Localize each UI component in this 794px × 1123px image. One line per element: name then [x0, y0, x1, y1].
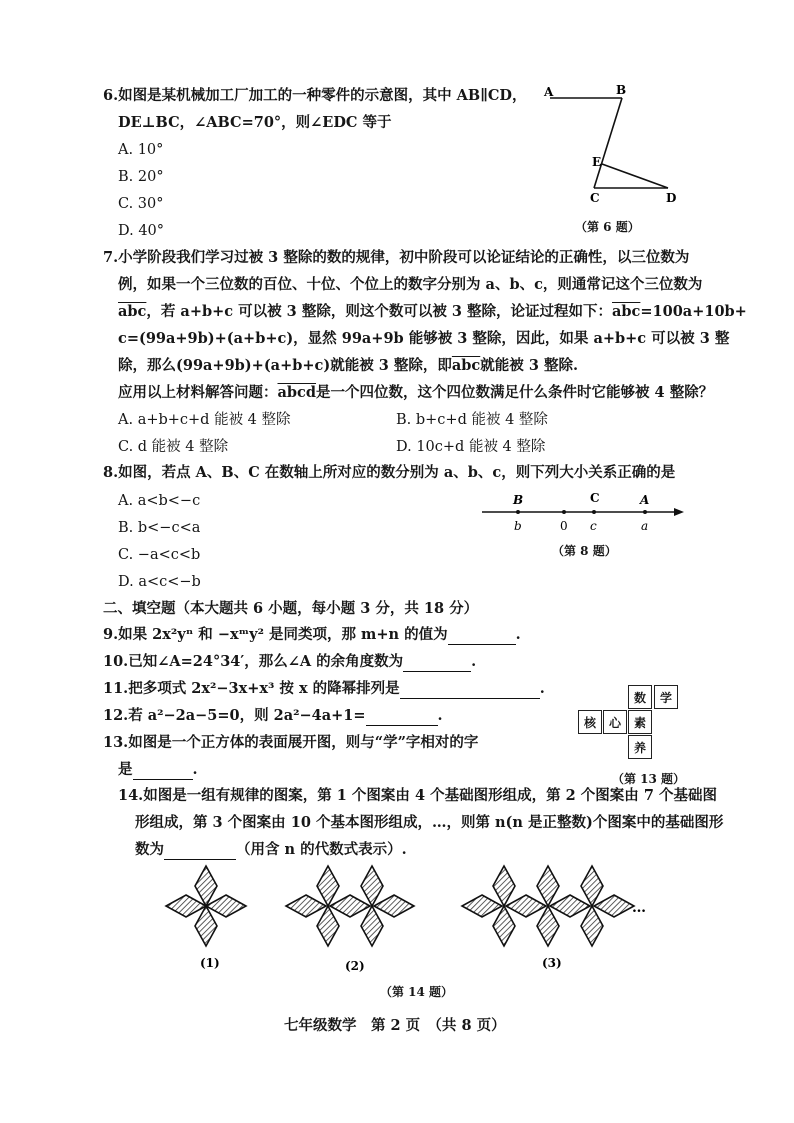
q6-line-bc: [594, 98, 622, 188]
q7-option-a: A. a+b+c+d 能被 4 整除: [118, 412, 291, 428]
q6-line-de: [602, 164, 668, 188]
q10-end: .: [471, 653, 477, 670]
q7-line3-text: ，若 a+b+c 可以被 3 整除，则这个数可以被 3 整除，论证过程如下：: [146, 303, 613, 320]
q14-p3-diamond: [550, 895, 590, 917]
q6-option-c: C. 30°: [118, 196, 164, 212]
q14-p1-diamond: [195, 906, 217, 946]
q6-label-b: B: [616, 84, 627, 97]
q14-p3-diamond: [493, 906, 515, 946]
q7-line5: [118, 356, 578, 376]
q14-p1-diamond: [195, 866, 217, 906]
q8-point-a: [643, 510, 647, 514]
q12-end: .: [437, 707, 443, 724]
q14-p2-diamond: [361, 906, 383, 946]
q8-label-B: B: [513, 493, 524, 507]
q7-line6: [118, 383, 713, 403]
q7-line2: 例，如果一个三位数的百位、十位、个位上的数字分别为 a、b、c，则通常记这个三位数为: [118, 276, 703, 293]
q6-option-d: D. 40°: [118, 223, 165, 239]
q8-point-zero: [562, 510, 566, 514]
q10: [103, 652, 476, 672]
q9-answer-blank[interactable]: [448, 629, 516, 645]
q14-pattern-figure: [150, 862, 670, 982]
q9: [103, 625, 521, 645]
q8-option-a: A. a<b<−c: [118, 493, 201, 509]
q7-abc-notation: $\overline{abc}$: [118, 303, 147, 320]
q14-pattern-3: [462, 866, 634, 946]
q13-cell-yang: 养: [628, 735, 652, 759]
page-footer: 七年级数学 第 2 页 （共 8 页）: [284, 1017, 506, 1034]
q11-end: .: [539, 680, 545, 697]
q14-pattern-2: [286, 866, 414, 946]
q7-line3-expr: =100a+10b+: [640, 303, 747, 320]
q8-option-c: C. −a<c<b: [118, 547, 201, 563]
q14-pattern-1: [166, 866, 246, 946]
q8-stem: 8.如图，若点 A、B、C 在数轴上所对应的数分别为 a、b、c，则下列大小关系正确的是: [103, 464, 676, 481]
q8-label-0: 0: [560, 519, 568, 533]
q13-caption: （第 13 题）: [612, 772, 686, 786]
q14-label-3: (3): [542, 956, 562, 970]
q8-label-c: c: [590, 519, 597, 533]
q14-line2: 形组成，第 3 个图案由 10 个基本图形组成，…，则第 n(n 是正整数)个图案中的基础图形: [135, 814, 724, 831]
q14-p2-diamond: [286, 895, 326, 917]
q8-point-b: [516, 510, 520, 514]
q8-axis-arrow: [674, 508, 684, 516]
q6-label-c: C: [590, 191, 600, 205]
q14-ellipsis: …: [632, 900, 646, 916]
q6-option-b: B. 20°: [118, 169, 164, 185]
q7-line1: 7.小学阶段我们学习过被 3 整除的数的规律，初中阶段可以论证结论的正确性，以三位数为: [103, 249, 690, 266]
q7-line6-text: 应用以上材料解答问题：: [118, 384, 278, 401]
q8-option-b: B. b<−c<a: [118, 520, 201, 536]
q6-label-d: D: [666, 191, 677, 205]
q14-answer-blank[interactable]: [164, 844, 236, 860]
q14-line3: [135, 840, 407, 860]
q8-label-a: a: [641, 519, 649, 533]
q13-line1: 13.如图是一个正方体的表面展开图，则与“学”字相对的字: [103, 734, 479, 751]
q6-option-a: A. 10°: [118, 142, 164, 158]
q14-p3-diamond: [581, 866, 603, 906]
q11-text: 11.把多项式 2x²−3x+x³ 按 x 的降幂排列是: [103, 680, 400, 697]
q14-label-2: (2): [345, 959, 365, 973]
q7-abc-notation-3: $\overline{abc}$: [451, 357, 481, 374]
q7-option-c: C. d 能被 4 整除: [118, 439, 229, 455]
q13-text: 是: [118, 761, 133, 778]
q13-cell-su: 素: [628, 710, 652, 734]
q6-caption: （第 6 题）: [575, 220, 640, 234]
q12: [103, 706, 443, 726]
q14-text-end: （用含 n 的代数式表示）.: [236, 841, 407, 858]
q7-line4: c=(99a+9b)+(a+b+c)，显然 99a+9b 能够被 3 整除，因此，如果 a+b+c 可以被 3 整: [118, 330, 730, 347]
q6-figure: [540, 84, 700, 234]
section-2-heading: 二、填空题（本大题共 6 小题，每小题 3 分，共 18 分）: [103, 600, 479, 617]
q14-p2-diamond: [317, 866, 339, 906]
q6-label-e: E: [592, 155, 602, 169]
q13-cell-xue: 学: [654, 685, 678, 709]
q9-end: .: [515, 626, 521, 643]
q13-answer-blank[interactable]: [133, 764, 193, 780]
q8-number-line: [478, 488, 688, 538]
q7-option-d: D. 10c+d 能被 4 整除: [396, 439, 546, 455]
q14-label-1: (1): [200, 956, 220, 970]
q14-p3-diamond: [493, 866, 515, 906]
q7-line5-end: 就能被 3 整除.: [480, 357, 578, 374]
q12-text: 12.若 a²−2a−5=0，则 2a²−4a+1=: [103, 707, 366, 724]
q11: [103, 679, 545, 699]
q13-end: .: [192, 761, 198, 778]
q6-label-a: A: [544, 85, 554, 99]
q14-p1-diamond: [206, 895, 246, 917]
q13-cell-he: 核: [578, 710, 602, 734]
q13-cell-shu: 数: [628, 685, 652, 709]
q14-p2-diamond: [361, 866, 383, 906]
q6-stem-line2: DE⊥BC，∠ABC=70°，则∠EDC 等于: [118, 114, 392, 131]
q14-p3-diamond: [537, 866, 559, 906]
q6-stem-line1: 6.如图是某机械加工厂加工的一种零件的示意图，其中 AB∥CD，: [103, 87, 527, 104]
q8-point-c: [592, 510, 596, 514]
q10-text: 10.已知∠A=24°34′，那么∠A 的余角度数为: [103, 653, 404, 670]
q14-caption: （第 14 题）: [380, 985, 454, 999]
q14-p3-diamond: [462, 895, 502, 917]
q8-option-d: D. a<c<−b: [118, 574, 201, 590]
q14-p1-diamond: [166, 895, 206, 917]
q8-label-C: C: [590, 491, 600, 505]
q13-line2: [118, 760, 198, 780]
q7-line5-text: 除，那么(99a+9b)+(a+b+c)就能被 3 整除，即: [118, 357, 452, 374]
q7-line6-question: 是一个四位数，这个四位数满足什么条件时它能够被 4 整除？: [316, 384, 714, 401]
q14-line1: 14.如图是一组有规律的图案，第 1 个图案由 4 个基础图形组成，第 2 个图案由 7 个基础图: [118, 787, 717, 804]
q14-p2-diamond: [330, 895, 370, 917]
q9-text: 9.如果 2x²yⁿ 和 −xᵐy² 是同类项，那 m+n 的值为: [103, 626, 448, 643]
q8-label-A: A: [640, 493, 650, 507]
q14-p2-diamond: [317, 906, 339, 946]
q14-p3-diamond: [594, 895, 634, 917]
q10-answer-blank[interactable]: [403, 656, 471, 672]
q13-cell-xin: 心: [603, 710, 627, 734]
q14-p3-diamond: [537, 906, 559, 946]
q14-p3-diamond: [506, 895, 546, 917]
q8-label-b: b: [514, 519, 522, 533]
q14-text: 数为: [135, 841, 164, 858]
q7-abc-notation-2: $\overline{abc}$: [612, 303, 641, 320]
q8-caption: （第 8 题）: [552, 544, 617, 558]
q7-abcd-notation: abcd: [277, 384, 317, 401]
q11-answer-blank[interactable]: [400, 683, 540, 699]
q7-line3: [118, 302, 747, 322]
q14-p2-diamond: [374, 895, 414, 917]
q12-answer-blank[interactable]: [366, 710, 438, 726]
q7-option-b: B. b+c+d 能被 4 整除: [396, 412, 548, 428]
q14-p3-diamond: [581, 906, 603, 946]
